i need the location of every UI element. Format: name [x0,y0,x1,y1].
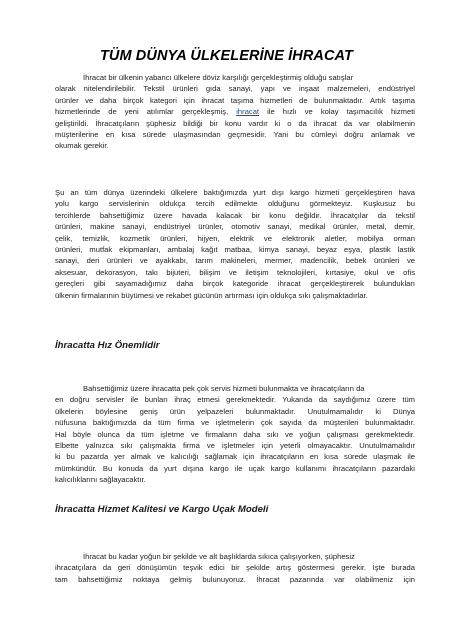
speed-paragraph [55,383,415,486]
speed-line-7: ki bu pazarda yer almak ve kalıcılığı sağlamak için ihracatçıların en kısa sürede ulaşmak ile [55,452,415,462]
speed-heading: İhracatta Hız Önemlidir [55,340,160,351]
speed-line-6: Elbette yalnızca sıkı çalışmakta firma ve işletmeler için yeterli olmayacaktır. Unutulmamalıdır [55,440,415,450]
categories-line-1: Şu an tüm dünya üzerindeki ülkelere baktığımızda yurt dışı kargo hizmeti gerçekleştiren hava [55,188,415,197]
intro-line-1: İhracat bir ülkenin yabancı ülkelere döviz karşılığı gerçekleştirmiş olduğu satışlar [83,73,354,82]
quality-line-2: ihracatçılara da geri dönüşümün teşvik edici bir şekilde artış göstermesi gerekir. İşte burada [55,563,415,573]
categories-line-10: ülkenin firmalarının büyümesi ve rekabet gücünün artırması için oldukça sıkı çalışmaktadırlar. [55,290,368,300]
intro-line-2: olarak nitelendirilebilir. Tekstil ürünleri gıda sanayi, yapı ve inşaat malzemeleri, endüstriyel [55,84,415,94]
quality-paragraph [55,551,415,585]
document-title: TÜM DÜNYA ÜLKELERİNE İHRACAT [99,48,354,64]
intro-line-4-before: hizmetlerinde de yeni atılımlar gerçekleşmiş, [55,107,237,117]
speed-line-2: en doğru servisler ile bunları ihraç etmesi gerekmektedir. Yukarıda da saydığımız üzere tüm [55,395,415,405]
categories-line-3: tercihlerde bahsettiğimiz üzere havada kalacak bir konu değildir. İhracatçılar da tekstil [55,210,415,220]
speed-line-4: nüfusuna baktığımızda da tüm firma ve işletmelerin çok sayıda da müşterileri bulunmaktadır. [55,418,415,428]
speed-line-9: kalıcılıklarını sağlayacaktır. [55,475,146,485]
categories-line-8: aksesuar, dekorasyon, takı bijuteri, bilişim ve iletişim teknolojileri, kırtasiye, okul ve ofis [55,267,415,277]
quality-heading: İhracatta Hizmet Kalitesi ve Kargo Uçak Modeli [55,504,269,515]
ihracat-link[interactable]: ihracat [236,107,260,117]
intro-line-3: ürünler ve daha birçok kategori için ihracat taşıma hizmetleri de bulunmaktadır. Artık taşıma [55,95,415,105]
speed-line-1: Bahsettiğimiz üzere ihracatta pek çok servis hizmeti bulunmakta ve ihracatçıların da [83,384,365,393]
categories-line-6: ürünleri, mutfak ekipmanları, ambalaj kağıt matbaa, kimya sanayi, beyaz eşya, plastik lastik [55,244,415,254]
categories-line-5: çelik, temizlik, kozmetik ürünleri, hijyen, elektrik ve elektronik aletler, mobilya orman [55,233,415,243]
categories-line-4: ürünleri, makine sanayi, endüstriyel ürünler, otomotiv sanayi, medikal ürünler, metal, demir, [55,222,415,232]
intro-line-5: geliştirildi. İhracatçıların şüphesiz bildiği bir konu vardır ki o da ihracat da var olabilmenin [55,118,415,128]
categories-line-2: yolu kargo servislerinin oldukça tercih edilmekte olduğunu görmekteyiz. Kuşkusuz bu [55,199,415,209]
intro-line-7: okumak gerekir. [55,141,109,151]
intro-line-6: müşterilerine en kısa sürede ulaşmasından geçmesidir. Yani bu cümleyi doğru anlamak ve [55,129,415,139]
speed-line-3: ülkelerin böylesine geniş ürün yelpazeleri bulunmaktadır. Unutulmamalıdır ki Dünya [55,406,415,416]
speed-line-8: mümkündür. Bu konuda da yurt dışına kargo ile uçak kargo kullanımı ihracatçıların pazardaki [55,463,415,473]
categories-line-9: gereçleri gibi sayamadığımız daha birçok kategoride ihracat gerçekleştirerek bulundukları [55,279,415,289]
quality-line-3: tam bahsettiğimiz noktaya gelmiş bulunuyoruz. İhracat pazarında var olabilmeniz için [55,574,415,584]
intro-line-4 [55,106,415,117]
export-categories-paragraph [55,187,415,301]
intro-paragraph [55,72,415,152]
intro-line-4-after: ile hızlı ve kolay taşımacılık hizmeti [259,107,415,117]
categories-line-7: sanayi, deri ürünleri ve ayakkabı, tarım makineleri, mermer, madencilik, bebek ürünleri ve [55,256,415,266]
speed-line-5: Hal böyle olunca da tüm işletme ve firmaların daha sıkı ve yoğun çalışması gerekmektedir. [55,429,415,439]
quality-line-1: İhracat bu kadar yoğun bir şekilde ve alt başlıklarda sıkıca çalışıyorken, şüphesiz [83,552,355,561]
